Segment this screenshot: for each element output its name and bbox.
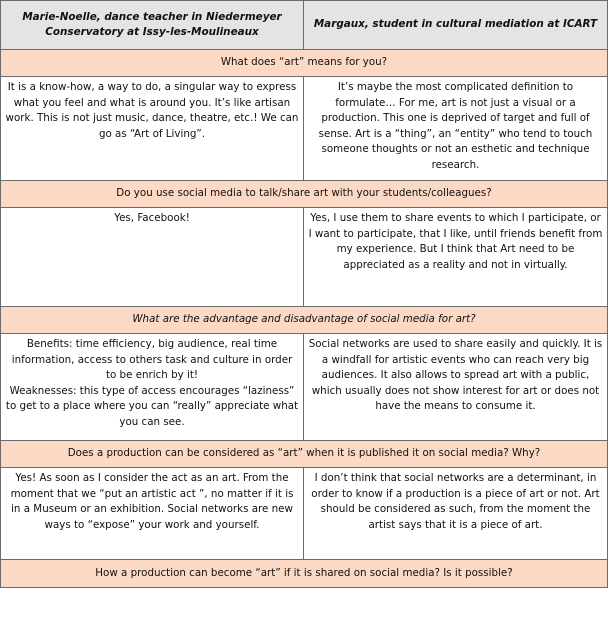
answer-4-interviewee-1: Yes! As soon as I consider the act as an art. From the moment that we “put an artistic act ”, no matter if it is in a Museum or an exhibition. Social networks are new ways to “expose” your work and yourself. bbox=[1, 468, 304, 560]
answer-1-interviewee-2: It’s maybe the most complicated definition to formulate… For me, art is not just a visual or a production. This one is deprived of target and full of sense. Art is a “thing”, an “entity” who tend to touch someone thoughts or not an esthetic and technique research. bbox=[304, 77, 608, 181]
question-row bbox=[1, 307, 608, 334]
answer-3-benefits: Benefits: time efficiency, big audience, real time information, access to others task and culture in order to be enrich by it! bbox=[11, 338, 293, 382]
answer-1-interviewee-1: It is a know-how, a way to do, a singular way to express what you feel and what is around you. It’s like artisan work. This is not just music, dance, theatre, etc.! We can go as “Art of Living”. bbox=[1, 77, 304, 181]
question-row bbox=[1, 441, 608, 468]
question-3: What are the advantage and disadvantage of social media for art? bbox=[1, 307, 608, 334]
answer-row bbox=[1, 77, 608, 181]
answer-3-interviewee-2: Social networks are used to share easily and quickly. It is a windfall for artistic events who can reach very big audiences. It also allows to spread art with a public, which usually does not show interest for art or does not have the means to consume it. bbox=[304, 334, 608, 441]
answer-row bbox=[1, 208, 608, 307]
header-row bbox=[1, 1, 608, 50]
question-1: What does “art” means for you? bbox=[1, 50, 608, 77]
answer-3-interviewee-1 bbox=[1, 334, 304, 441]
header-interviewee-1: Marie-Noelle, dance teacher in Niedermeyer Conservatory at Issy-les-Moulineaux bbox=[1, 1, 304, 50]
question-5: How a production can become “art” if it is shared on social media? Is it possible? bbox=[1, 560, 608, 588]
answer-2-interviewee-1: Yes, Facebook! bbox=[1, 208, 304, 307]
question-row bbox=[1, 50, 608, 77]
answer-row bbox=[1, 468, 608, 560]
answer-3-weaknesses: Weaknesses: this type of access encourages “laziness” to get to a place where you can “really” appreciate what you can see. bbox=[5, 384, 299, 428]
question-4: Does a production can be considered as “art” when it is published it on social media? Why? bbox=[1, 441, 608, 468]
answer-2-interviewee-2: Yes, I use them to share events to which I participate, or I want to participate, that I like, until friends benefit from my experience. But I think that Art need to be appreciated as a reality and not in virtually. bbox=[304, 208, 608, 307]
answer-4-interviewee-2: I don’t think that social networks are a determinant, in order to know if a production is a piece of art or not. Art should be considered as such, from the moment the artist says that it is a piece of art. bbox=[304, 468, 608, 560]
header-interviewee-2: Margaux, student in cultural mediation at ICART bbox=[304, 1, 608, 50]
question-row bbox=[1, 181, 608, 208]
question-row bbox=[1, 560, 608, 588]
question-2: Do you use social media to talk/share art with your students/colleagues? bbox=[1, 181, 608, 208]
answer-row bbox=[1, 334, 608, 441]
